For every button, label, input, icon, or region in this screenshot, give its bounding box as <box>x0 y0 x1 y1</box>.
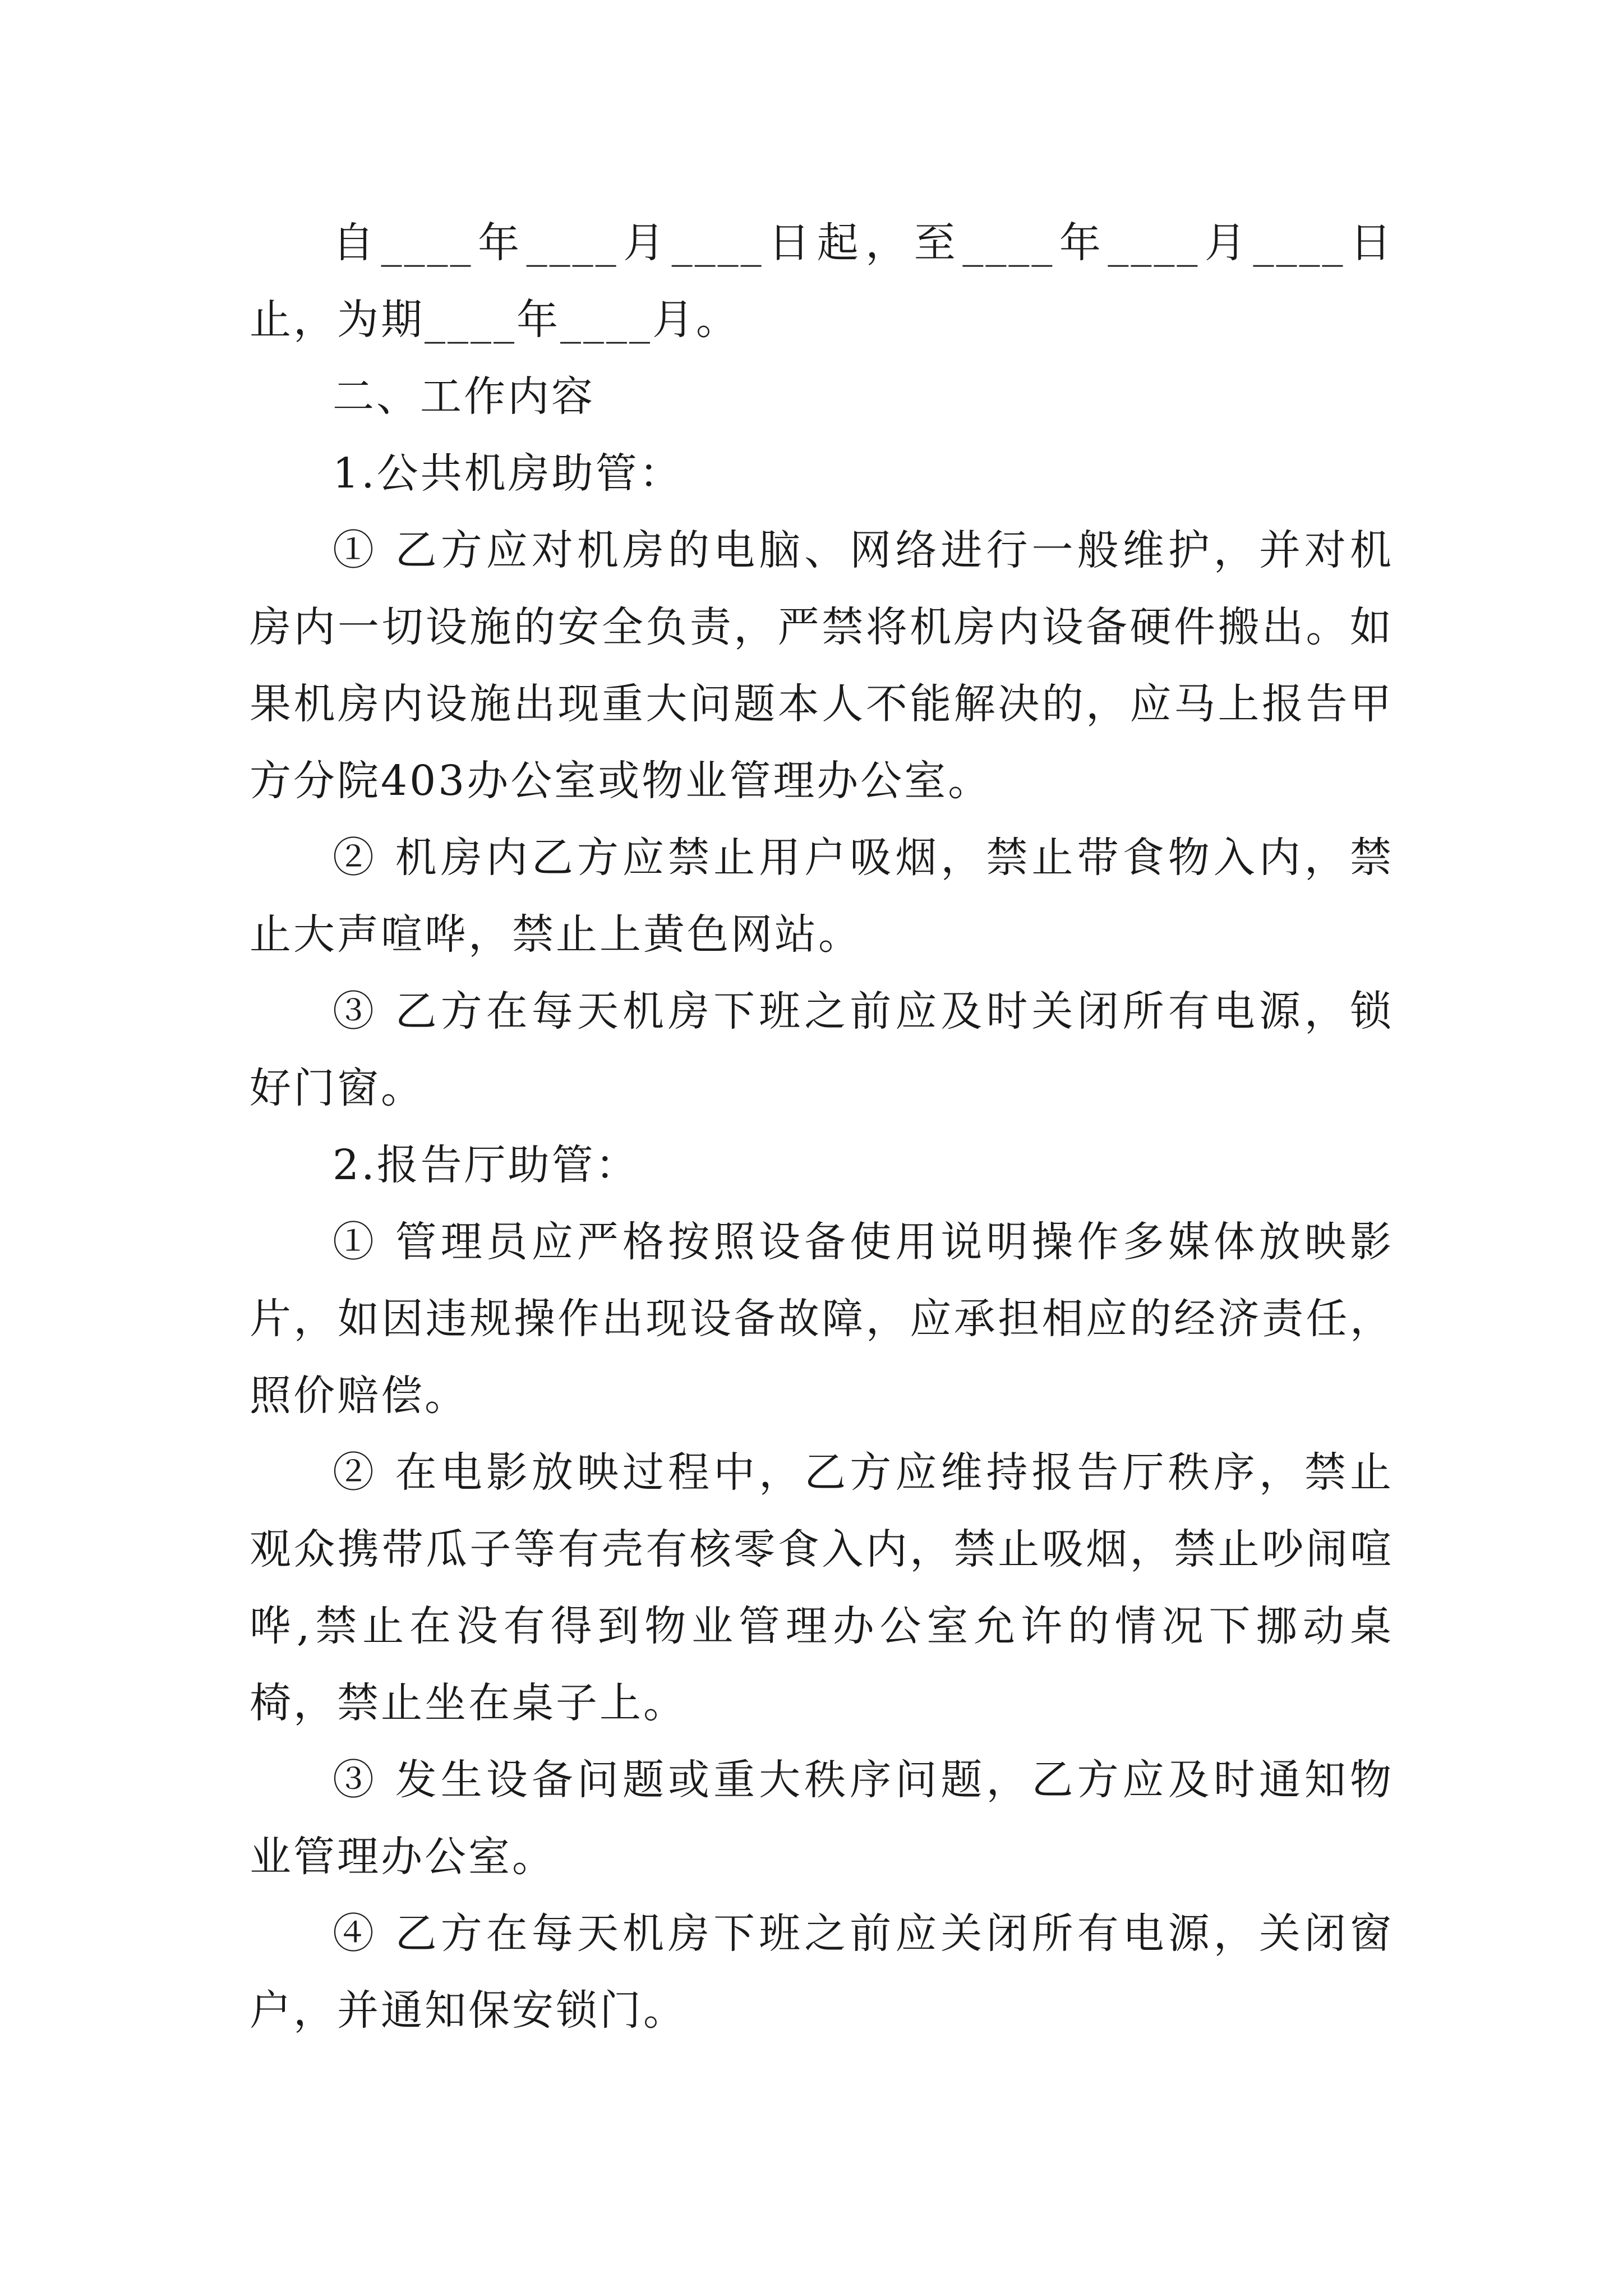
contract-period-paragraph: 自____年____月____日起，至____年____月____日止，为期____年____月。 <box>250 219 1394 344</box>
subsection-heading-computer-room: 1.公共机房助管： <box>333 449 683 498</box>
computer-room-item-3: ③ 乙方在每天机房下班之前应及时关闭所有电源，锁好门窗。 <box>250 987 1394 1112</box>
computer-room-item-1: ① 乙方应对机房的电脑、网络进行一般维护，并对机房内一切设施的安全负责，严禁将机房内设备硬件搬出。如果机房内设施出现重大问题本人不能解决的，应马上报告甲方分院403办公室或物业管理办公室。 <box>250 526 1394 805</box>
lecture-hall-item-4: ④ 乙方在每天机房下班之前应关闭所有电源，关闭窗户，并通知保安锁门。 <box>250 1910 1394 2035</box>
lecture-hall-item-1: ① 管理员应严格按照设备使用说明操作多媒体放映影片，如因违规操作出现设备故障，应承担相应的经济责任，照价赔偿。 <box>250 1218 1394 1420</box>
section-heading-work-content: 二、工作内容 <box>333 372 595 421</box>
lecture-hall-item-3: ③ 发生设备问题或重大秩序问题，乙方应及时通知物业管理办公室。 <box>250 1756 1394 1881</box>
computer-room-item-2: ② 机房内乙方应禁止用户吸烟，禁止带食物入内，禁止大声喧哗，禁止上黄色网站。 <box>250 834 1394 959</box>
subsection-heading-lecture-hall: 2.报告厅助管： <box>333 1141 639 1189</box>
lecture-hall-item-2: ② 在电影放映过程中，乙方应维持报告厅秩序，禁止观众携带瓜子等有壳有核零食入内，禁止吸烟，禁止吵闹喧哗,禁止在没有得到物业管理办公室允许的情况下挪动桌椅，禁止坐在桌子上。 <box>250 1448 1394 1727</box>
document-body <box>250 205 1394 2049</box>
